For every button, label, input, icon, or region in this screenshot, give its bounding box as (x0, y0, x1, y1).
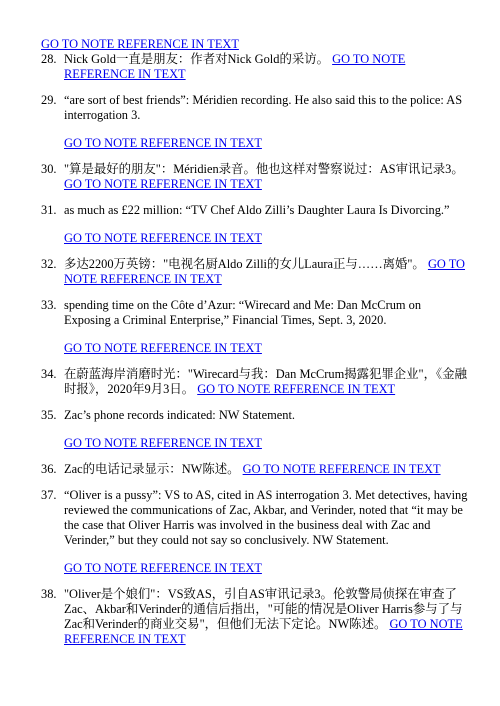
note-number: 35. (41, 408, 57, 422)
note-text: 在蔚蓝海岸消磨时光："Wirecard与我：Dan McCrum揭露犯罪企业"，《金融时报》，2020年9月3日。 (64, 367, 467, 396)
note-text: Nick Gold一直是朋友：作者对Nick Gold的采访。 (64, 52, 330, 66)
note-reference-link-31[interactable]: GO TO NOTE REFERENCE IN TEXT (64, 231, 262, 245)
note-36 (41, 462, 470, 477)
note-text: spending time on the Côte d’Azur: “Wirecard and Me: Dan McCrum on Exposing a Criminal Enterprise,” Financial Times, Sept. 3, 2020. (64, 298, 422, 327)
note-number: 37. (41, 488, 57, 502)
note-number: 32. (41, 257, 57, 271)
note-reference-link-35[interactable]: GO TO NOTE REFERENCE IN TEXT (64, 436, 262, 450)
note-text: Zac’s phone records indicated: NW Statement. (64, 408, 295, 422)
note-number: 38. (41, 587, 57, 601)
note-reference-link-29[interactable]: GO TO NOTE REFERENCE IN TEXT (64, 136, 262, 150)
note-29 (41, 93, 470, 151)
note-reference-link-30[interactable]: GO TO NOTE REFERENCE IN TEXT (64, 177, 262, 191)
note-28 (41, 52, 470, 82)
note-text: "算是最好的朋友"：Méridien录音。他也这样对警察说过：AS审讯记录3。 (64, 162, 464, 176)
note-33 (41, 298, 470, 356)
note-number: 28. (41, 52, 57, 66)
note-text: "Oliver是个娘们"：VS致AS，引自AS审讯记录3。伦敦警局侦探在审查了Zac、Akbar和Verinder的通信后指出，"可能的情况是Oliver Harris参与了与Zac和Verinder的商业交易"，但他们无法下定论。NW陈述。 (64, 587, 463, 631)
note-number: 30. (41, 162, 57, 176)
note-reference-link-33[interactable]: GO TO NOTE REFERENCE IN TEXT (64, 341, 262, 355)
note-reference-link-27[interactable]: GO TO NOTE REFERENCE IN TEXT (41, 37, 239, 51)
note-text: “are sort of best friends”: Méridien recording. He also said this to the police: AS interrogation 3. (64, 93, 463, 122)
note-reference-link-37[interactable]: GO TO NOTE REFERENCE IN TEXT (64, 561, 262, 575)
note-reference-link-36[interactable]: GO TO NOTE REFERENCE IN TEXT (242, 462, 441, 476)
note-number: 29. (41, 93, 57, 107)
note-reference-link-34[interactable]: GO TO NOTE REFERENCE IN TEXT (197, 382, 396, 396)
note-number: 31. (41, 203, 57, 217)
note-reference-link-28[interactable]: GO TO NOTE REFERENCE IN TEXT (64, 52, 406, 81)
note-text: 多达2200万英镑："电视名厨Aldo Zilli的女儿Laura正与……离婚"。 (64, 257, 425, 271)
note-text: as much as £22 million: “TV Chef Aldo Zilli’s Daughter Laura Is Divorcing.” (64, 203, 450, 217)
note-34 (41, 367, 470, 397)
note-37 (41, 488, 470, 576)
note-number: 34. (41, 367, 57, 381)
note-number: 33. (41, 298, 57, 312)
note-text: “Oliver is a pussy”: VS to AS, cited in AS interrogation 3. Met detectives, having reviewed the communications of Zac, Akbar, and Verinder, noted that “it may be the case that Oliver Harris was involved in the business deal with Zac and Verinder,” but they could not say so conclusively. NW Statement. (64, 488, 468, 547)
note-text: Zac的电话记录显示：NW陈述。 (64, 462, 240, 476)
note-35 (41, 408, 470, 451)
note-number: 36. (41, 462, 57, 476)
note-31 (41, 203, 470, 246)
note-38 (41, 587, 470, 647)
note-32 (41, 257, 470, 287)
note-30 (41, 162, 470, 192)
note-reference-link-38[interactable]: GO TO NOTE REFERENCE IN TEXT (64, 617, 463, 646)
note-reference-link-32[interactable]: GO TO NOTE REFERENCE IN TEXT (64, 257, 466, 286)
